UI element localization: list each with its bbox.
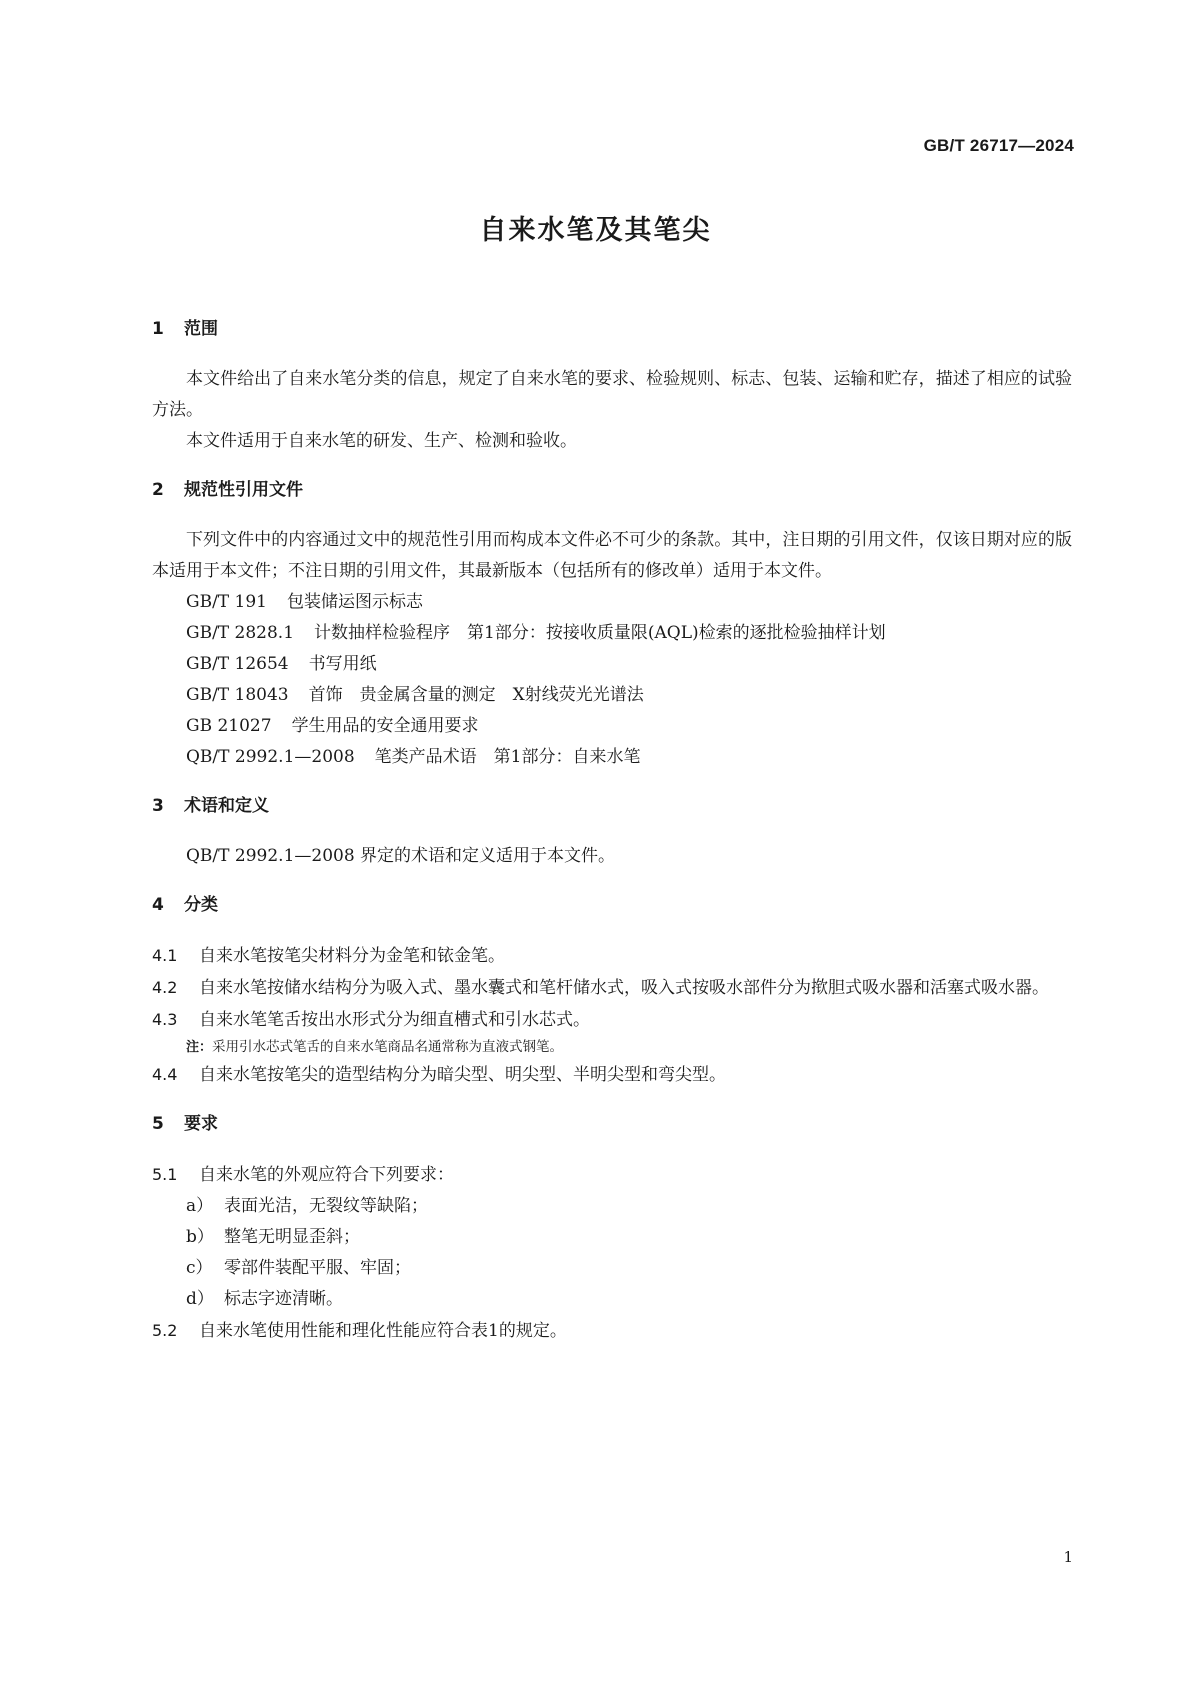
section-title: 范围 [184, 319, 218, 339]
list-item [152, 1222, 1072, 1253]
reference-code: GB 21027 [186, 716, 272, 736]
reference-code: GB/T 12654 [186, 654, 289, 674]
clause-text: 自来水笔按笔尖材料分为金笔和铱金笔。 [199, 946, 505, 966]
clause-4-3 [152, 1004, 1072, 1036]
note [152, 1036, 1072, 1059]
section-1-heading [152, 318, 1072, 340]
section-4-heading [152, 894, 1072, 916]
clause-number: 5.2 [152, 1321, 178, 1340]
clause-number: 4.1 [152, 946, 178, 965]
reference-title: 包装储运图示标志 [287, 592, 423, 612]
clause-4-4 [152, 1059, 1072, 1091]
list-marker: c） [186, 1258, 213, 1278]
section-title: 分类 [184, 895, 218, 915]
reference-title: 学生用品的安全通用要求 [291, 716, 479, 736]
clause-number: 4.3 [152, 1010, 178, 1029]
list-marker: a） [186, 1196, 214, 1216]
section-title: 术语和定义 [184, 796, 269, 816]
clause-5-1 [152, 1159, 1072, 1191]
clause-text: 自来水笔的外观应符合下列要求： [199, 1165, 454, 1185]
reference-code: GB/T 2828.1 [186, 623, 295, 643]
section-title: 规范性引用文件 [184, 480, 303, 500]
section-number: 2 [152, 480, 164, 500]
section-5-heading [152, 1113, 1072, 1135]
list-marker: b） [186, 1227, 214, 1247]
reference-item [152, 649, 1072, 680]
reference-item [152, 742, 1072, 773]
reference-item [152, 680, 1072, 711]
clause-text: 自来水笔按笔尖的造型结构分为暗尖型、明尖型、半明尖型和弯尖型。 [199, 1065, 726, 1085]
list-text: 表面光洁，无裂纹等缺陷； [224, 1196, 428, 1216]
clause-number: 4.4 [152, 1065, 178, 1084]
document-title: 自来水笔及其笔尖 [479, 215, 712, 246]
standard-number: GB/T 26717—2024 [923, 136, 1074, 155]
clause-text: 自来水笔笔舌按出水形式分为细直槽式和引水芯式。 [199, 1010, 590, 1030]
reference-title: 书写用纸 [308, 654, 377, 674]
reference-code: QB/T 2992.1—2008 [186, 747, 355, 767]
terms-paragraph: QB/T 2992.1—2008 界定的术语和定义适用于本文件。 [186, 846, 616, 866]
section-3-heading [152, 795, 1072, 817]
reference-item [152, 587, 1072, 618]
section-number: 3 [152, 796, 164, 816]
section-number: 1 [152, 319, 164, 339]
clause-text: 自来水笔使用性能和理化性能应符合表1的规定。 [199, 1321, 567, 1341]
clause-number: 5.1 [152, 1165, 178, 1184]
reference-item [152, 618, 1072, 649]
scope-paragraph-2: 本文件适用于自来水笔的研发、生产、检测和验收。 [186, 431, 577, 451]
page-number: 1 [1063, 1548, 1073, 1566]
clause-number: 4.2 [152, 978, 178, 997]
section-number: 4 [152, 895, 164, 915]
list-marker: d） [186, 1289, 214, 1309]
list-text: 整笔无明显歪斜； [224, 1227, 360, 1247]
list-text: 零部件装配平服、牢固； [224, 1258, 411, 1278]
reference-item [152, 711, 1072, 742]
note-text: 采用引水芯式笔舌的自来水笔商品名通常称为直液式钢笔。 [212, 1039, 564, 1055]
section-title: 要求 [184, 1114, 218, 1134]
reference-title: 计数抽样检验程序 第1部分：按接收质量限(AQL)检索的逐批检验抽样计划 [314, 623, 886, 643]
reference-title: 笔类产品术语 第1部分：自来水笔 [374, 747, 641, 767]
reference-title: 首饰 贵金属含量的测定 X射线荧光光谱法 [308, 685, 644, 705]
clause-text: 自来水笔按储水结构分为吸入式、墨水囊式和笔杆储水式，吸入式按吸水部件分为揿胆式吸水器和活塞式吸水器。 [199, 978, 1049, 998]
scope-paragraph-1: 本文件给出了自来水笔分类的信息，规定了自来水笔的要求、检验规则、标志、包装、运输和贮存，描述了相应的试验方法。 [152, 369, 1072, 420]
clause-4-2 [152, 972, 1072, 1004]
clause-5-2 [152, 1315, 1072, 1347]
list-item [152, 1253, 1072, 1284]
reference-code: GB/T 191 [186, 592, 267, 612]
list-item [152, 1284, 1072, 1315]
note-label: 注： [186, 1040, 213, 1055]
list-item [152, 1191, 1072, 1222]
list-text: 标志字迹清晰。 [224, 1289, 343, 1309]
section-2-heading [152, 479, 1072, 501]
document-body [152, 318, 1072, 1347]
normative-references-paragraph: 下列文件中的内容通过文中的规范性引用而构成本文件必不可少的条款。其中，注日期的引用文件，仅该日期对应的版本适用于本文件；不注日期的引用文件，其最新版本（包括所有的修改单）适用于本文件。 [152, 530, 1072, 581]
clause-4-1 [152, 940, 1072, 972]
reference-code: GB/T 18043 [186, 685, 289, 705]
section-number: 5 [152, 1114, 164, 1134]
